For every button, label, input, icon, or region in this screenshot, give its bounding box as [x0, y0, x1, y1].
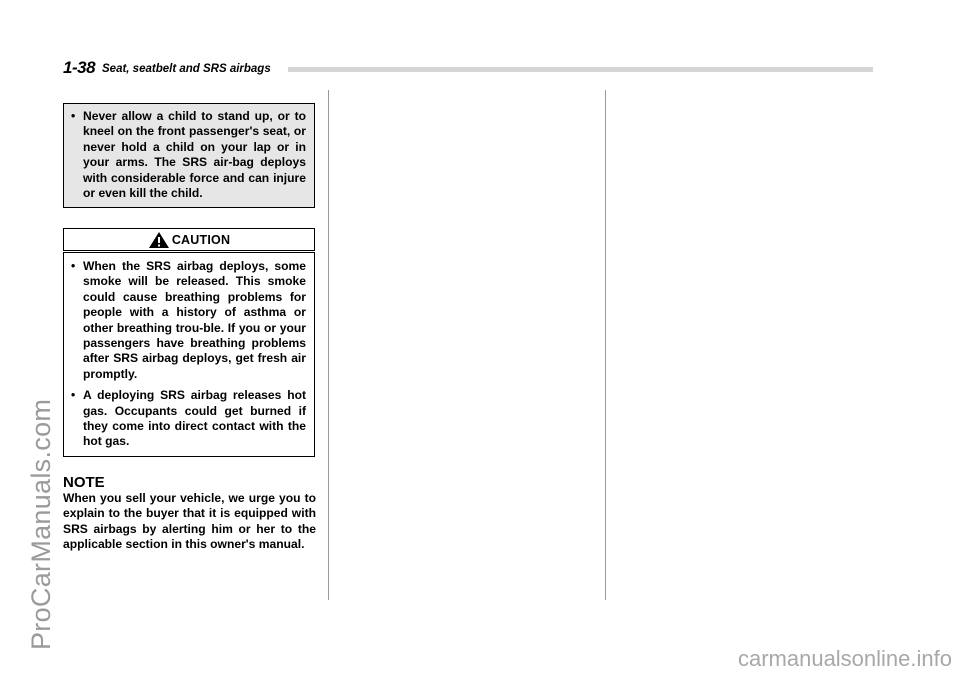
caution-banner: [63, 228, 315, 251]
column-divider-1: [328, 90, 329, 600]
side-watermark: ProCarManuals.com: [26, 398, 56, 650]
section-title: Seat, seatbelt and SRS airbags: [102, 63, 271, 75]
note-heading: NOTE: [63, 474, 105, 491]
caution-item: [71, 388, 306, 450]
warning-item-text: Never allow a child to stand up, or to kneel on the front passenger's seat, or never hold a child on your lap or in your arms. The SRS air-bag deploys with considerable force and can injure or even kill the child.: [83, 109, 306, 201]
page-header: [63, 58, 873, 78]
caution-box: [63, 252, 315, 457]
page-number: 1-38: [63, 58, 96, 77]
header-rule: [288, 67, 873, 72]
caution-item: [71, 259, 306, 382]
warning-box: [63, 103, 315, 208]
caution-label: CAUTION: [171, 232, 231, 247]
caution-item-text: A deploying SRS airbag releases hot gas. Occupants could get burned if they come into direct contact with the hot gas.: [83, 388, 306, 449]
bullet-dot: •: [71, 259, 76, 273]
warning-item: [71, 109, 306, 201]
column-divider-2: [605, 90, 606, 600]
bullet-dot: •: [71, 388, 76, 403]
note-body: When you sell your vehicle, we urge you to explain to the buyer that it is equipped with SRS airbags by alerting him or her to the applicable section in this owner's manual.: [63, 491, 316, 552]
bottom-watermark: carmanualsonline.info: [737, 646, 952, 671]
warning-triangle-icon: [148, 231, 170, 249]
caution-item-text: When the SRS airbag deploys, some smoke will be released. This smoke could cause breathing problems for people with a history of asthma or other breathing trou-ble. If you or your passengers have breathing problems after SRS airbag deploys, get fresh air promptly.: [83, 259, 306, 381]
bullet-dot: •: [71, 109, 76, 123]
